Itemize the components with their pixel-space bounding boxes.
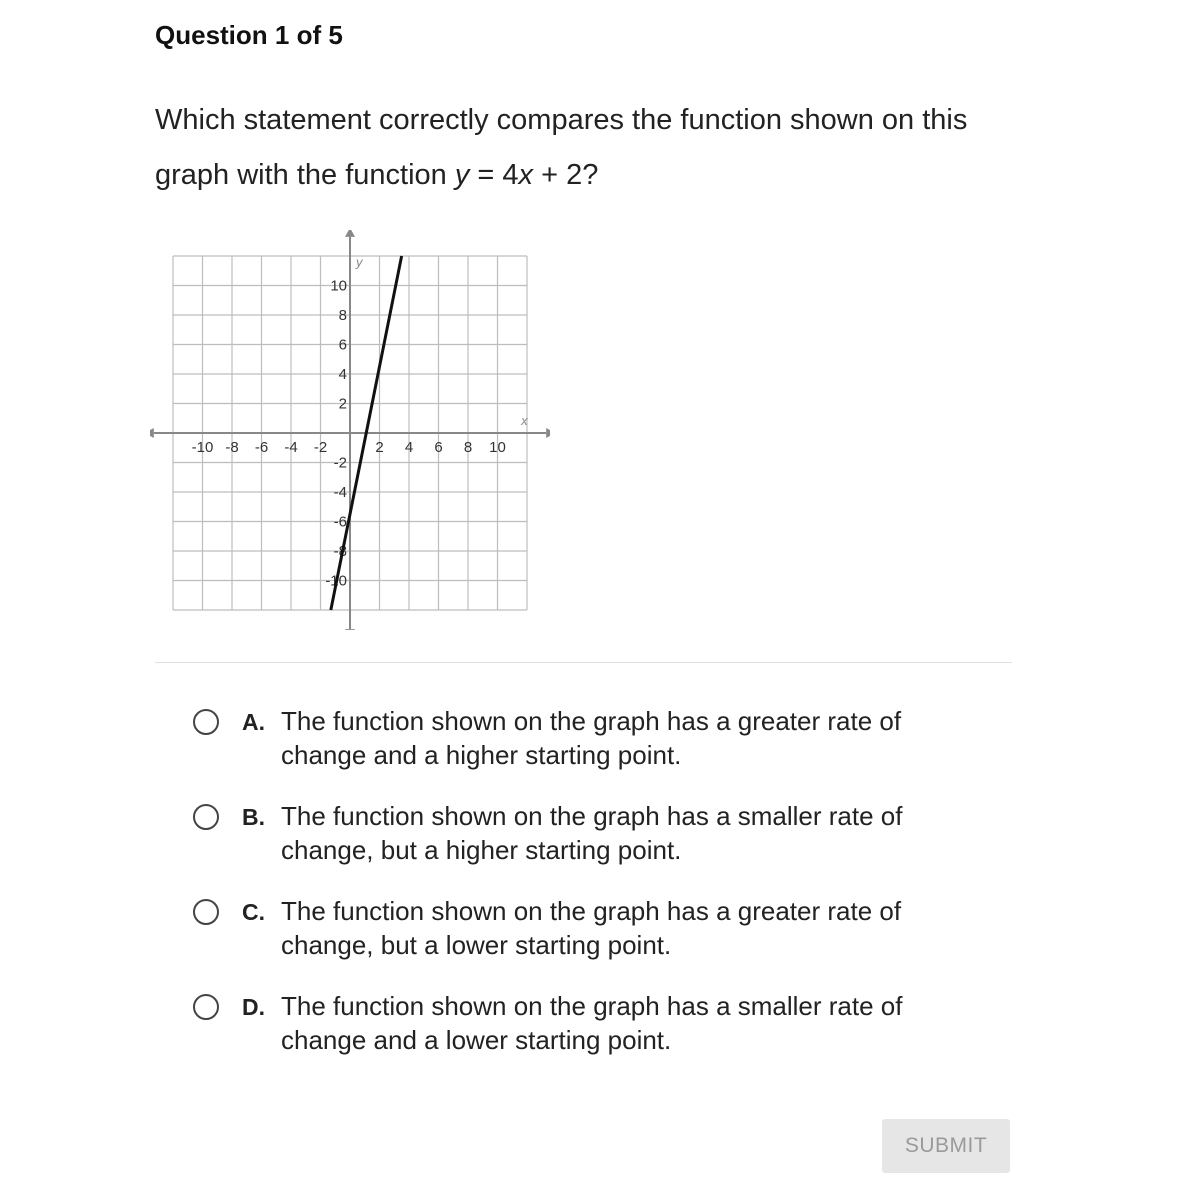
equation-tail: + 2? bbox=[533, 159, 599, 191]
x-tick-label: -10 bbox=[191, 439, 214, 456]
y-tick-label: -6 bbox=[333, 513, 347, 531]
prompt-text: Which statement correctly compares the function shown on this graph with the function bbox=[155, 104, 968, 191]
x-tick-label: 10 bbox=[489, 439, 506, 456]
choice-a-text: The function shown on the graph has a greater rate of change and a higher starting point. bbox=[281, 706, 902, 770]
y-tick-label: 8 bbox=[338, 307, 347, 324]
x-tick-label: 8 bbox=[463, 439, 473, 456]
choice-a[interactable] bbox=[193, 706, 993, 786]
y-tick-label: 2 bbox=[338, 395, 347, 413]
x-tick-label: 4 bbox=[404, 439, 414, 456]
radio-b[interactable] bbox=[193, 804, 219, 830]
y-tick-label: -10 bbox=[325, 572, 347, 590]
question-counter: Question 1 of 5 bbox=[155, 20, 343, 50]
equation-mid: = 4 bbox=[469, 159, 519, 191]
y-axis-label: y bbox=[356, 254, 363, 270]
choice-d[interactable] bbox=[193, 991, 993, 1071]
y-tick-label: -2 bbox=[333, 454, 347, 472]
equation-y: y bbox=[454, 159, 470, 191]
equation bbox=[455, 159, 599, 191]
choice-b-text: The function shown on the graph has a smaller rate of change, but a higher starting point. bbox=[281, 801, 903, 865]
x-axis-label: x bbox=[521, 413, 528, 428]
choice-c[interactable] bbox=[193, 896, 993, 976]
x-tick-label: -8 bbox=[225, 439, 239, 456]
equation-x: x bbox=[518, 159, 534, 191]
x-tick-label: 2 bbox=[375, 439, 384, 456]
divider bbox=[155, 662, 1012, 663]
y-tick-label: 4 bbox=[338, 366, 347, 383]
choice-c-text: The function shown on the graph has a greater rate of change, but a lower starting point. bbox=[281, 896, 902, 960]
submit-button[interactable]: SUBMIT bbox=[882, 1119, 1010, 1173]
radio-a[interactable] bbox=[193, 709, 219, 735]
x-tick-label: 6 bbox=[434, 439, 443, 456]
choice-c-letter: C. bbox=[242, 899, 265, 925]
y-axis-arrow-up bbox=[345, 230, 355, 237]
x-axis-arrow-right bbox=[546, 428, 550, 438]
y-tick-label: -8 bbox=[333, 543, 347, 560]
choice-b[interactable] bbox=[193, 801, 993, 881]
function-graph bbox=[150, 230, 550, 630]
choice-b-letter: B. bbox=[242, 804, 265, 830]
radio-c[interactable] bbox=[193, 899, 219, 925]
choice-d-text: The function shown on the graph has a smaller rate of change and a lower starting point. bbox=[281, 991, 903, 1055]
x-tick-label: -4 bbox=[284, 439, 298, 456]
question-prompt bbox=[155, 93, 1035, 203]
x-axis-arrow-left bbox=[150, 428, 154, 438]
axes bbox=[150, 230, 550, 630]
y-tick-label: 6 bbox=[338, 336, 347, 354]
x-tick-label: -2 bbox=[313, 439, 328, 456]
y-tick-label: 10 bbox=[330, 277, 347, 295]
radio-d[interactable] bbox=[193, 994, 219, 1020]
y-tick-label: -4 bbox=[333, 484, 347, 501]
x-tick-label: -6 bbox=[254, 439, 269, 456]
choice-a-letter: A. bbox=[242, 709, 265, 735]
y-axis-arrow-down bbox=[345, 629, 355, 630]
choice-d-letter: D. bbox=[242, 994, 265, 1020]
